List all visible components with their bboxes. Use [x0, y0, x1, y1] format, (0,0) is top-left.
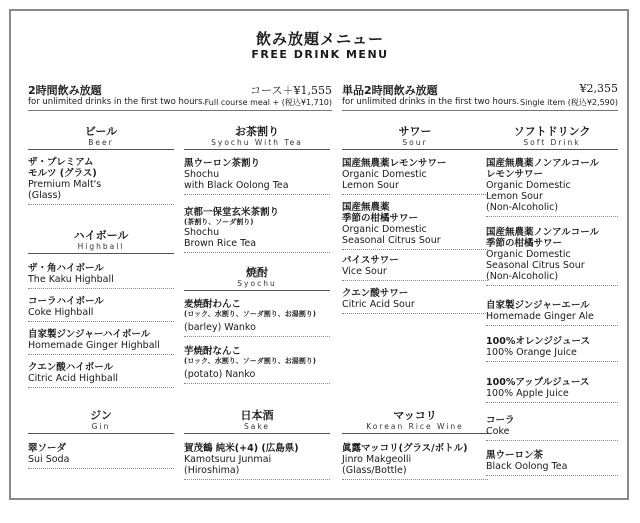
item-name-en: (Glass/Bottle) — [342, 465, 407, 476]
item-note: (ロック、水割り、ソーダ割り、お湯割り) — [184, 310, 316, 318]
category-subtitle: Syochu With Tea — [211, 138, 303, 147]
divider — [342, 479, 488, 480]
item-name-en: Organic Domestic — [486, 249, 571, 260]
category-sake — [184, 409, 330, 476]
item-name-en: (barley) Wanko — [184, 322, 256, 333]
item-name-jp: 国産無農薬 — [342, 202, 390, 213]
divider — [486, 216, 618, 217]
item-name-en: Seasonal Citrus Sour — [342, 235, 441, 246]
item-name-jp: 京都一保堂玄米茶割り — [184, 207, 280, 218]
item-name-en: Sui Soda — [28, 454, 70, 465]
divider — [28, 253, 174, 254]
item-name-en: Citric Acid Sour — [342, 299, 415, 310]
menu-item — [486, 158, 618, 217]
item-note: (ロック、水割り、ソーダ割り、お湯割り) — [184, 357, 316, 365]
divider — [342, 194, 488, 195]
plan-note: Full course meal + (税込¥1,710) — [204, 98, 332, 107]
category-subtitle: Sour — [402, 138, 428, 147]
divider — [342, 149, 488, 150]
item-name-jp: レモンサワー — [486, 169, 544, 180]
menu-item — [486, 300, 618, 326]
divider — [342, 249, 488, 250]
divider — [184, 336, 330, 337]
divider — [342, 433, 488, 434]
category-beer — [28, 125, 174, 201]
item-name-jp: 自家製ジンジャーハイボール — [28, 329, 151, 340]
menu-item — [28, 263, 174, 289]
item-name-en: (Non-Alcoholic) — [486, 202, 559, 213]
plan-description: for unlimited drinks in the first two hours. — [28, 97, 206, 107]
item-name-en: Lemon Sour — [342, 180, 399, 191]
divider — [486, 475, 618, 476]
divider — [486, 361, 618, 362]
divider — [184, 290, 330, 291]
category-title: ハイボール — [73, 229, 129, 242]
category-ocha — [184, 125, 330, 249]
divider — [28, 354, 174, 355]
divider — [28, 321, 174, 322]
item-name-en: Seasonal Citrus Sour — [486, 260, 585, 271]
menu-item — [28, 157, 174, 205]
menu-item — [28, 329, 174, 355]
plan-price: ¥2,355 — [579, 82, 618, 95]
divider — [486, 285, 618, 286]
category-makgeolli — [342, 409, 488, 476]
item-name-jp: モルツ (グラス) — [28, 168, 97, 179]
divider — [342, 280, 488, 281]
item-name-jp: 芋焼酎なんこ — [184, 346, 242, 357]
item-name-en: Vice Sour — [342, 266, 387, 277]
item-name-en: Organic Domestic — [342, 224, 427, 235]
menu-item — [486, 227, 618, 286]
item-name-en: Organic Domestic — [486, 180, 571, 191]
menu-item — [28, 296, 174, 322]
item-name-en: (Non-Alcoholic) — [486, 271, 559, 282]
divider — [28, 110, 332, 111]
category-title: ソフトドリンク — [513, 125, 591, 138]
item-name-en: Coke Highball — [28, 307, 94, 318]
divider — [28, 433, 174, 434]
category-highball — [28, 229, 174, 384]
category-subtitle: Syochu — [237, 279, 277, 288]
menu-item — [28, 443, 174, 469]
item-name-jp: 翠ソーダ — [28, 443, 67, 454]
menu-item — [184, 299, 330, 337]
category-title: お茶割り — [235, 125, 279, 138]
item-name-en: The Kaku Highball — [28, 274, 114, 285]
category-subtitle: Highball — [77, 242, 125, 251]
divider — [184, 149, 330, 150]
item-name-en: (Glass) — [28, 190, 62, 201]
plan-description: for unlimited drinks in the first two hours. — [342, 97, 520, 107]
item-name-jp: コーラ — [486, 415, 515, 426]
item-name-jp: 国産無農薬レモンサワー — [342, 158, 447, 169]
item-name-en: Shochu — [184, 169, 220, 180]
item-name-jp: クエン酸ハイボール — [28, 362, 114, 373]
item-name-en: Black Oolong Tea — [486, 461, 568, 472]
category-title: 日本酒 — [240, 409, 274, 422]
menu-item — [342, 158, 488, 195]
divider — [342, 110, 618, 111]
menu-item — [342, 443, 488, 480]
plan-name: 2時間飲み放題 — [28, 84, 102, 97]
menu-item — [184, 207, 330, 253]
divider — [184, 194, 330, 195]
item-name-en: Jinro Makgeolli — [342, 454, 412, 465]
item-name-jp: ザ・プレミアム — [28, 157, 94, 168]
item-name-en: with Black Oolong Tea — [184, 180, 289, 191]
divider — [486, 440, 618, 441]
category-gin — [28, 409, 174, 465]
divider — [184, 383, 330, 384]
menu-item — [342, 202, 488, 250]
item-name-jp: クエン酸サワー — [342, 288, 409, 299]
menu-subtitle: FREE DRINK MENU — [251, 48, 389, 61]
item-name-en: (Hiroshima) — [184, 465, 240, 476]
menu-item — [486, 415, 618, 441]
item-name-en: Brown Rice Tea — [184, 238, 257, 249]
item-name-jp: 黒ウーロン茶 — [486, 450, 544, 461]
item-name-en: 100% Apple Juice — [486, 388, 569, 399]
category-subtitle: Korean Rice Wine — [366, 422, 464, 431]
item-name-jp: 賀茂鶴 純米(+4) (広島県) — [184, 443, 299, 454]
item-name-en: Coke — [486, 426, 510, 437]
menu-item — [486, 336, 618, 362]
divider — [28, 288, 174, 289]
divider — [486, 402, 618, 403]
item-name-jp: 国産無農薬ノンアルコール — [486, 227, 600, 238]
menu-item — [342, 255, 488, 281]
category-title: マッコリ — [393, 409, 437, 422]
menu-item — [28, 362, 174, 388]
divider — [28, 387, 174, 388]
divider — [28, 149, 174, 150]
category-title: サワー — [398, 125, 432, 138]
item-name-en: Premium Malt's — [28, 179, 102, 190]
item-name-en: Organic Domestic — [342, 169, 427, 180]
divider — [28, 468, 174, 469]
menu-item — [342, 288, 488, 314]
menu-item — [486, 377, 618, 403]
item-name-jp: 黒ウーロン茶割り — [184, 158, 261, 169]
category-subtitle: Gin — [91, 422, 111, 431]
item-name-en: Homemade Ginger Ale — [486, 311, 594, 322]
item-name-jp: 100%オレンジジュース — [486, 336, 590, 347]
category-sour — [342, 125, 488, 310]
menu-item — [184, 443, 330, 480]
category-shochu — [184, 266, 330, 380]
menu-item — [184, 158, 330, 195]
plan-note: Single item (税込¥2,590) — [520, 98, 618, 107]
category-soft-drink — [486, 125, 618, 472]
category-subtitle: Soft Drink — [523, 138, 581, 147]
item-name-jp: コーラハイボール — [28, 296, 104, 307]
divider — [486, 325, 618, 326]
item-name-en: Kamotsuru Junmai — [184, 454, 272, 465]
item-name-en: Homemade Ginger Highball — [28, 340, 160, 351]
item-name-jp: 自家製ジンジャーエール — [486, 300, 590, 311]
item-name-jp: バイスサワー — [342, 255, 399, 266]
item-name-jp: 季節の柑橘サワー — [342, 213, 419, 224]
category-subtitle: Sake — [243, 422, 271, 431]
divider — [184, 433, 330, 434]
item-name-jp: 季節の柑橘サワー — [486, 238, 563, 249]
item-name-jp: ザ・角ハイボール — [28, 263, 104, 274]
item-name-en: (potato) Nanko — [184, 369, 256, 380]
divider — [486, 149, 618, 150]
category-title: ジン — [90, 409, 112, 422]
category-title: ビール — [84, 125, 118, 138]
item-name-jp: 100%アップルジュース — [486, 377, 590, 388]
item-name-jp: 麦焼酎わんこ — [184, 299, 242, 310]
category-subtitle: Beer — [88, 138, 114, 147]
item-note: (茶割り、ソーダ割り) — [184, 218, 254, 226]
item-name-en: Citric Acid Highball — [28, 373, 118, 384]
menu-item — [486, 450, 618, 476]
menu-title: 飲み放題メニュー — [255, 30, 384, 48]
menu-item — [184, 346, 330, 384]
divider — [184, 252, 330, 253]
plan-price: コース＋¥1,555 — [250, 84, 332, 97]
category-title: 焼酎 — [246, 266, 268, 279]
divider — [184, 479, 330, 480]
item-name-jp: 国産無農薬ノンアルコール — [486, 158, 600, 169]
item-name-en: 100% Orange Juice — [486, 347, 577, 358]
divider — [28, 204, 174, 205]
item-name-en: Shochu — [184, 227, 220, 238]
item-name-en: Lemon Sour — [486, 191, 543, 202]
plan-name: 単品2時間飲み放題 — [342, 84, 438, 97]
divider — [342, 313, 488, 314]
item-name-jp: 眞露マッコリ(グラス/ボトル) — [342, 443, 468, 454]
